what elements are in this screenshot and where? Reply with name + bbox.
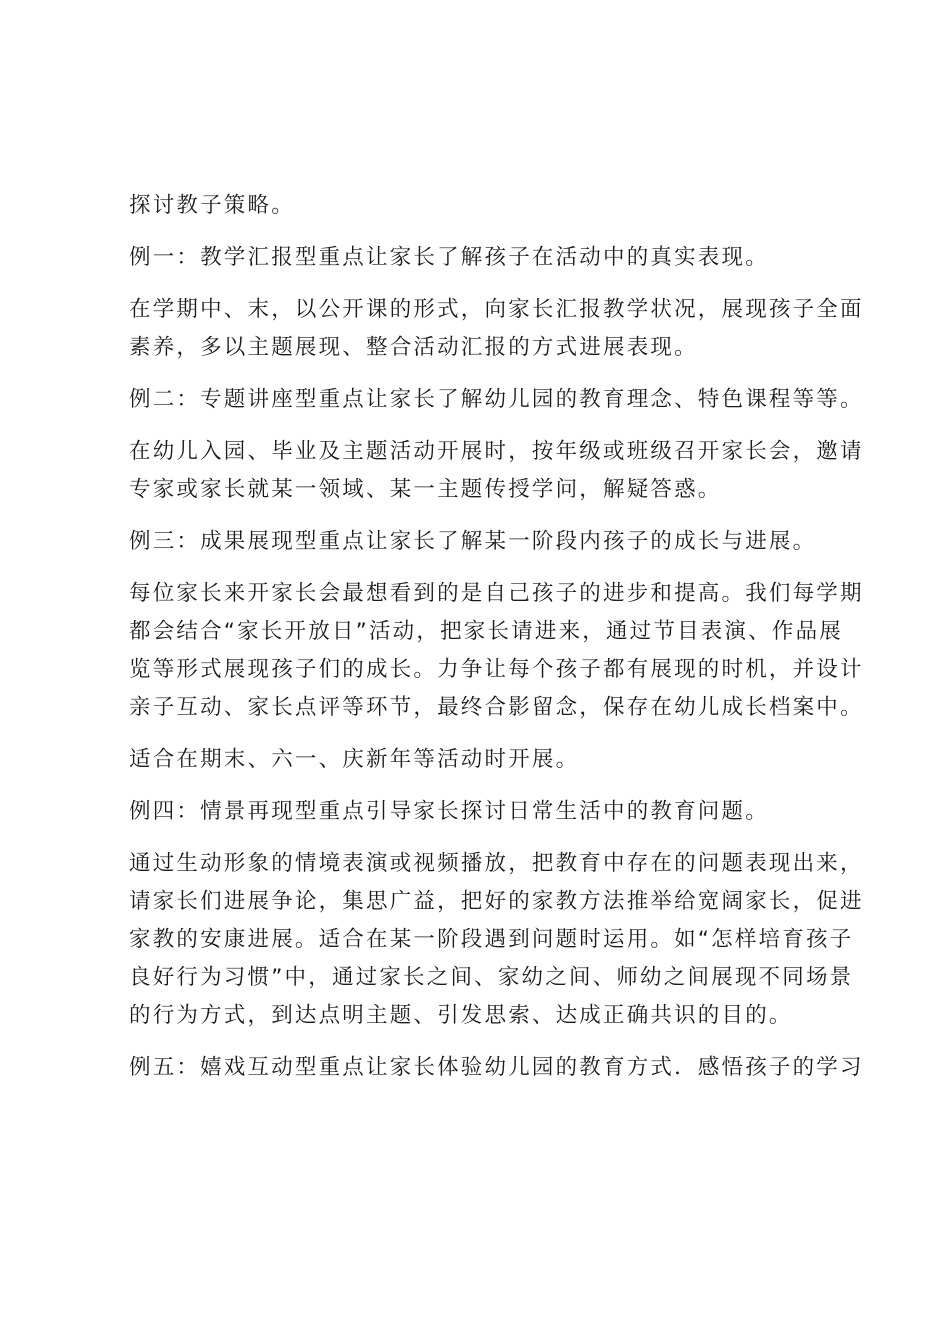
text-line: 览等形式展现孩子们的成长。力争让每个孩子都有展现的时机，并设计 — [129, 657, 864, 682]
text-line: 亲子互动、家长点评等环节，最终合影留念，保存在幼儿成长档案中。 — [129, 695, 864, 720]
text-line: 良好行为习惯”中，通过家长之间、家幼之间、师幼之间展现不同场景 — [129, 965, 854, 990]
text-line: 在学期中、末，以公开课的形式，向家长汇报教学状况，展现孩子全面 — [129, 297, 864, 322]
paragraph — [129, 291, 864, 367]
document-body — [129, 187, 864, 1101]
text-line: 例四：情景再现型重点引导家长探讨日常生活中的教育问题。 — [129, 799, 769, 824]
text-line: 例五：嬉戏互动型重点让家长体验幼儿园的教育方式．感悟孩子的学习 — [129, 1055, 864, 1080]
text-line: 都会结合“家长开放日”活动，把家长请进来，通过节目表演、作品展 — [129, 619, 843, 644]
paragraph-example-heading — [129, 381, 864, 419]
paragraph-example-heading — [129, 239, 831, 277]
text-line: 的行为方式，到达点明主题、引发思索、达成正确共识的目的。 — [129, 1003, 793, 1028]
text-line: 素养，多以主题展现、整合活动汇报的方式进展表现。 — [129, 335, 698, 360]
paragraph — [129, 433, 864, 509]
text-line: 每位家长来开家长会最想看到的是自己孩子的进步和提高。我们每学期 — [129, 581, 864, 606]
text-line: 专家或家长就某一领域、某一主题传授学问，解疑答惑。 — [129, 477, 722, 502]
paragraph-example-heading — [129, 523, 831, 561]
text-line: 例三：成果展现型重点让家长了解某一阶段内孩子的成长与进展。 — [129, 529, 817, 554]
text-line: 通过生动形象的情境表演或视频播放，把教育中存在的问题表现出来， — [129, 851, 864, 876]
text-line: 在幼儿入园、毕业及主题活动开展时，按年级或班级召开家长会，邀请 — [129, 439, 864, 464]
paragraph-example-heading — [129, 793, 831, 831]
paragraph — [129, 575, 864, 727]
text-line: 请家长们进展争论，集思广益，把好的家教方法推举给宽阔家长，促进 — [129, 889, 864, 914]
paragraph — [129, 187, 831, 225]
text-line: 适合在期末、六一、庆新年等活动时开展。 — [129, 747, 580, 772]
text-line: 例二：专题讲座型重点让家长了解幼儿园的教育理念、特色课程等等。 — [129, 387, 864, 412]
text-line: 例一：教学汇报型重点让家长了解孩子在活动中的真实表现。 — [129, 245, 769, 270]
paragraph-example-heading — [129, 1049, 864, 1087]
text-line: 探讨教子策略。 — [129, 193, 295, 218]
paragraph — [129, 845, 864, 1035]
paragraph — [129, 741, 831, 779]
text-line: 家教的安康进展。适合在某一阶段遇到问题时运用。如“怎样培育孩子 — [129, 927, 854, 952]
